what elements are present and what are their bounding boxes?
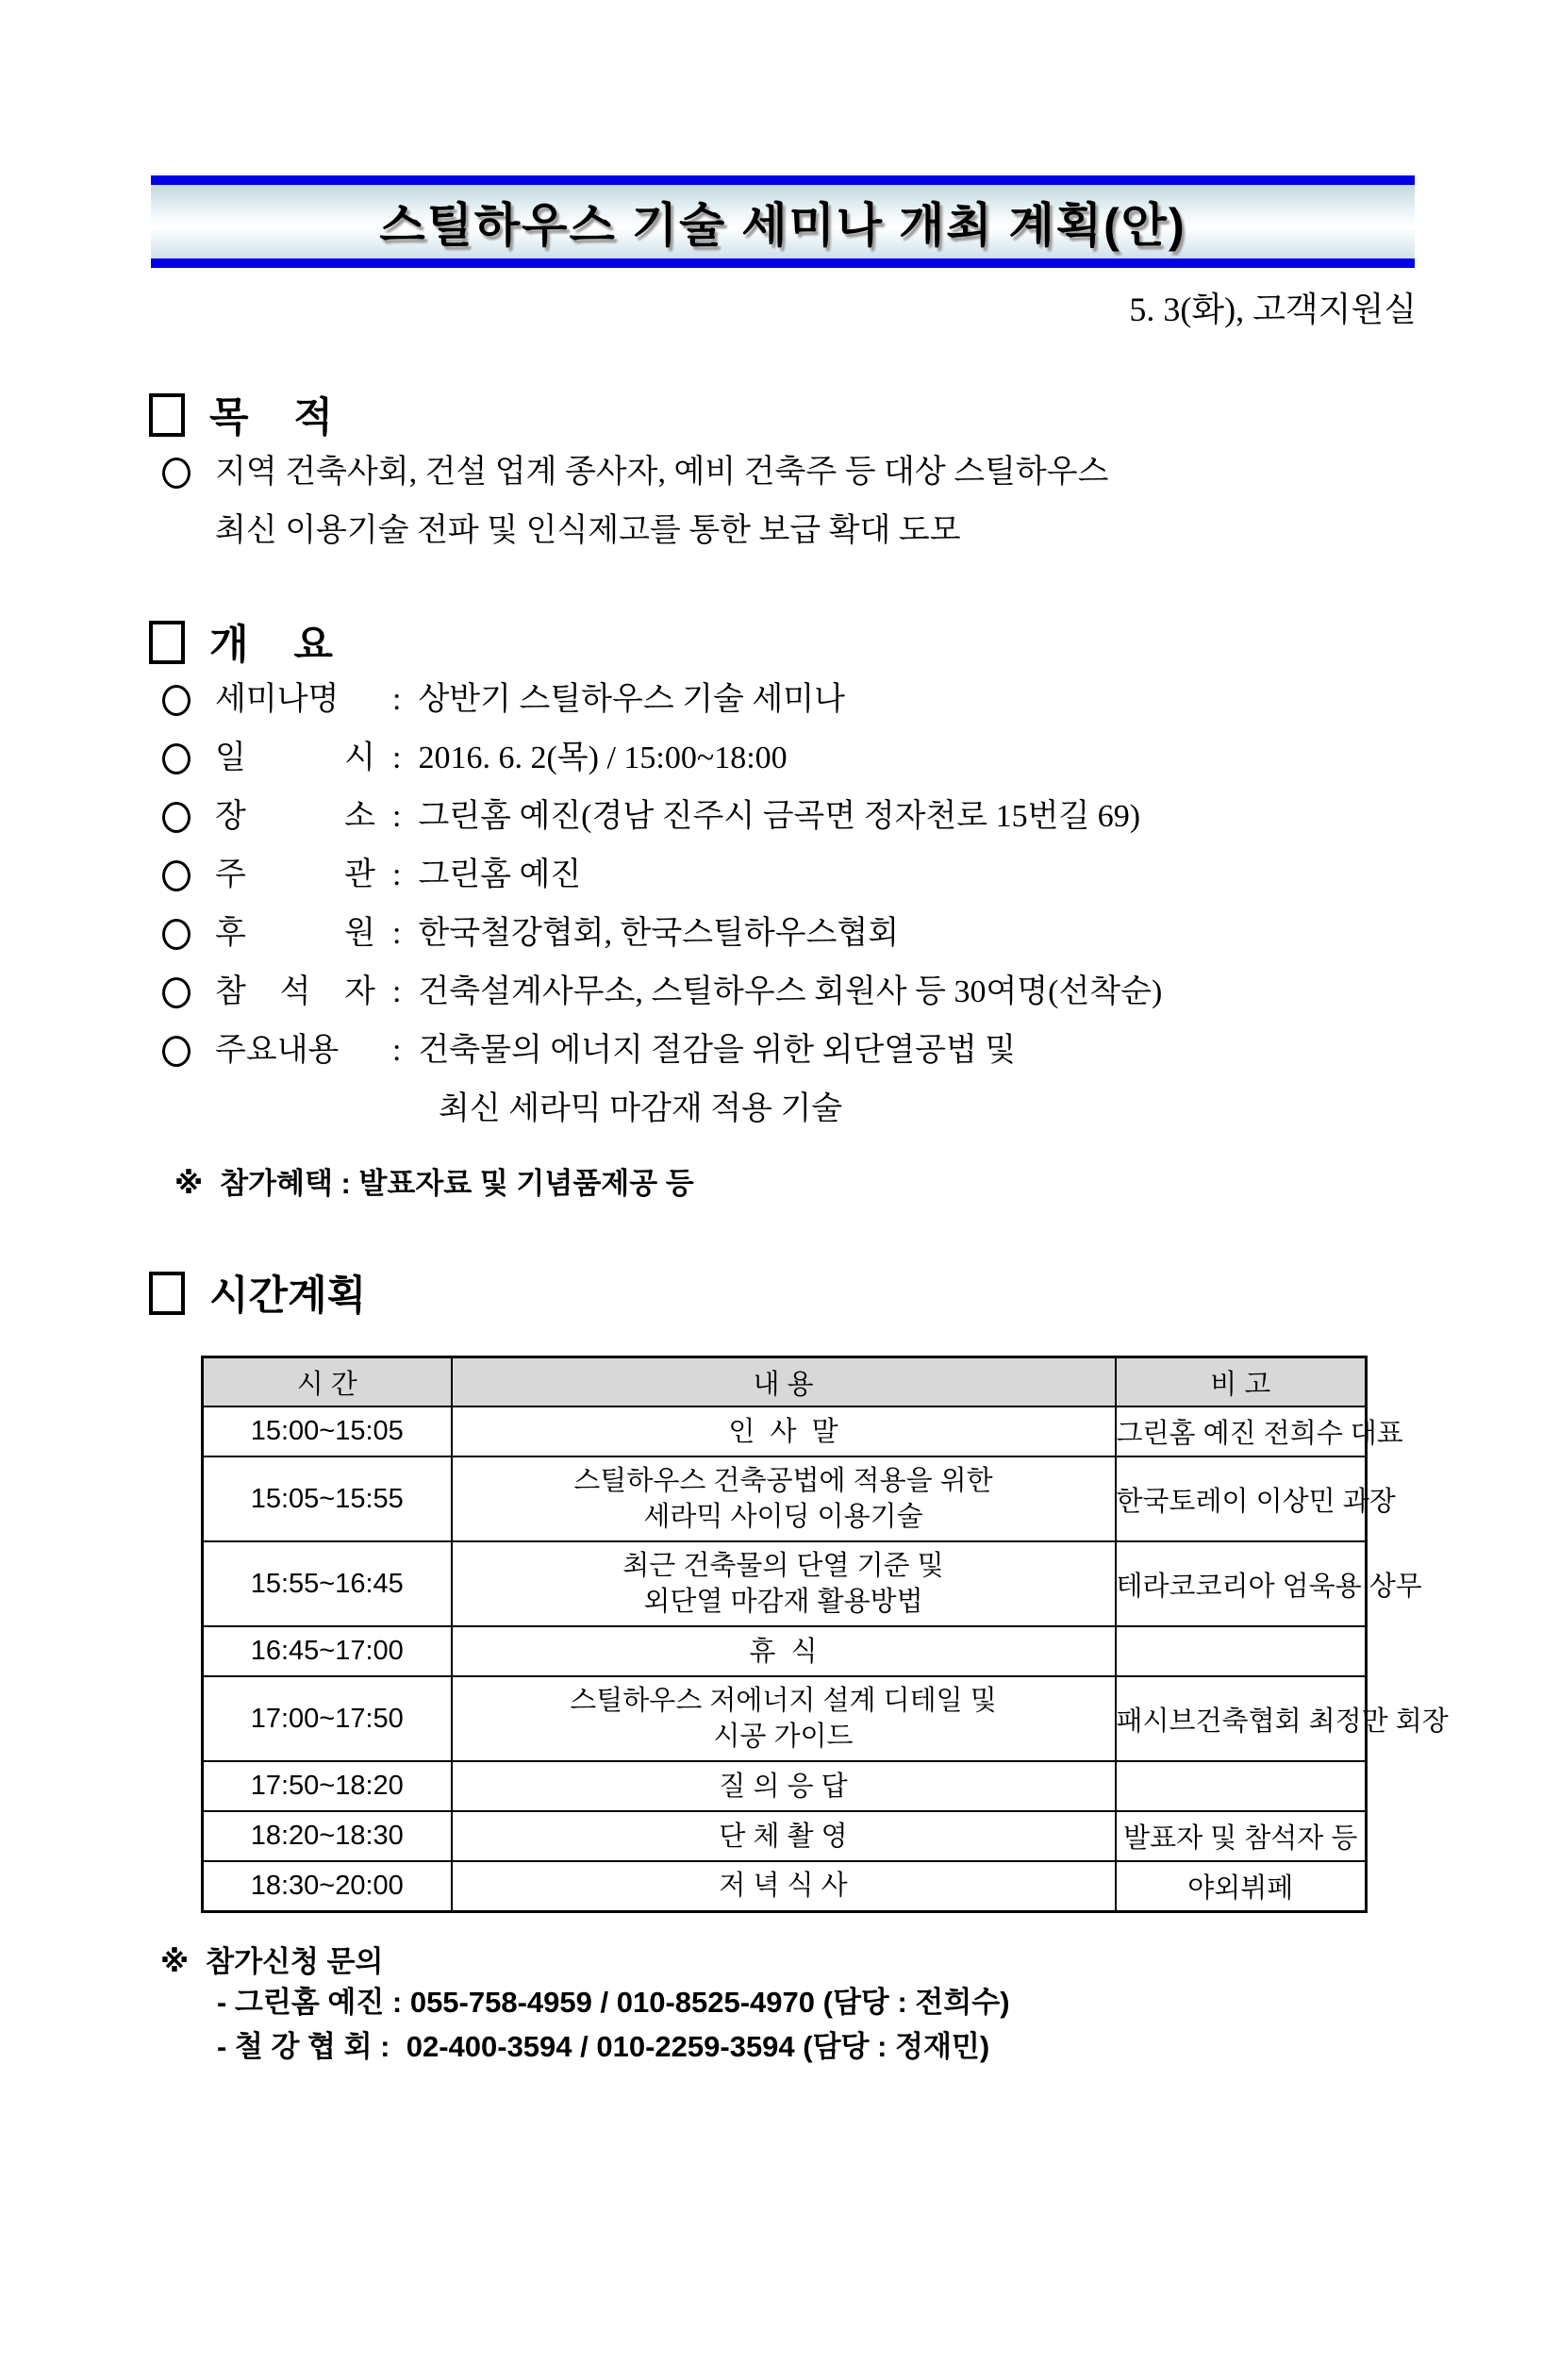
overview-item-label: 주 관 [215,857,375,892]
time-cell: 17:00~17:50 [203,1676,452,1761]
overview-item-sponsor [162,905,1559,963]
overview-item-value: 상반기 스틸하우스 기술 세미나 [418,682,845,717]
contact-section [160,1938,1559,2069]
label-colon: : [392,799,402,834]
circle-bullet-icon [162,860,191,891]
label-colon: : [392,916,402,951]
time-cell: 15:05~15:55 [203,1456,452,1541]
content-cell [452,1406,1116,1456]
table-header-row [203,1357,1367,1407]
overview-item-value: 건축설계사무소, 스틸하우스 회원사 등 30여명(선착순) [418,974,1163,1009]
time-cell: 15:00~15:05 [203,1406,452,1456]
overview-item-seminar-name [162,671,1559,729]
table-row [203,1456,1367,1541]
overview-item-label: 참 석 자 [215,974,375,1009]
reference-mark-icon: ※ [174,1167,204,1200]
time-cell: 18:20~18:30 [203,1811,452,1861]
circle-bullet-icon [162,743,191,774]
table-row [203,1861,1367,1911]
contact-heading-text: 참가신청 문의 [206,1944,384,1978]
column-header-content: 내 용 [452,1357,1116,1407]
table-row [203,1676,1367,1761]
circle-bullet-icon [162,1036,191,1067]
content-line: 세라믹 사이딩 이용기술 [643,1502,923,1532]
overview-item-organizer [162,846,1559,905]
time-cell: 16:45~17:00 [203,1626,452,1676]
circle-bullet-icon [162,802,191,833]
content-cell [452,1811,1116,1861]
content-cell [452,1761,1116,1811]
circle-bullet-icon [162,458,191,489]
overview-item-label: 세미나명 [215,682,340,717]
contact-heading [160,1938,1559,1980]
content-cell [452,1861,1116,1911]
overview-item-label: 장 소 [215,799,375,834]
purpose-bullet-row [162,443,1559,502]
table-row [203,1626,1367,1676]
note-cell: 야외뷔페 [1116,1861,1367,1911]
benefit-note [174,1159,1559,1202]
note-cell: 테라코코리아 엄욱용 상무 [1116,1541,1367,1626]
content-line: 스틸하우스 저에너지 설계 디테일 및 [570,1686,997,1716]
table-row [203,1761,1367,1811]
square-bullet-icon [149,393,185,437]
overview-item-attendees [162,963,1559,1022]
note-cell [1116,1761,1367,1811]
time-cell: 15:55~16:45 [203,1541,452,1626]
purpose-text-line2: 최신 이용기술 전파 및 인식제고를 통한 보급 확대 도모 [215,513,961,548]
content-line: 최근 건축물의 단열 기준 및 [622,1551,944,1581]
content-line: 스틸하우스 건축공법에 적용을 위한 [573,1466,993,1496]
note-cell: 발표자 및 참석자 등 [1116,1811,1367,1861]
label-colon: : [392,974,402,1009]
overview-item-label: 일 시 [215,741,375,775]
content-line: 저 녁 식 사 [719,1871,848,1902]
column-header-note: 비 고 [1116,1357,1367,1407]
time-cell: 17:50~18:20 [203,1761,452,1811]
content-cell [452,1626,1116,1676]
overview-item-main-topic [162,1022,1559,1080]
circle-bullet-icon [162,685,191,716]
label-colon: : [392,1033,402,1068]
overview-item-datetime [162,729,1559,788]
overview-item-label: 주요내용 [215,1033,340,1068]
time-cell: 18:30~20:00 [203,1861,452,1911]
label-colon: : [392,857,402,892]
content-line: 인 사 말 [728,1416,838,1447]
overview-section-heading [149,613,1559,671]
benefit-note-text: 참가혜택 : 발표자료 및 기념품제공 등 [220,1167,694,1200]
date-line: 5. 3(화), 고객지원실 [1129,291,1417,328]
overview-item-value: 한국철강협회, 한국스틸하우스협회 [418,916,900,951]
table-row [203,1406,1367,1456]
square-bullet-icon [149,621,185,664]
content-cell [452,1456,1116,1541]
schedule-table [201,1356,1449,1913]
overview-item-value: 건축물의 에너지 절감을 위한 외단열공법 및 [418,1033,1017,1068]
table-row [203,1811,1367,1861]
content-cell [452,1541,1116,1626]
square-bullet-icon [149,1272,185,1315]
content-line: 휴 식 [749,1636,818,1667]
purpose-text-line1: 지역 건축사회, 건설 업계 종사자, 예비 건축주 등 대상 스틸하우스 [215,455,1109,490]
reference-mark-icon: ※ [160,1944,190,1978]
overview-item-label: 후 원 [215,916,375,951]
banner-bottom-bar [151,258,1415,268]
label-colon: : [392,741,402,775]
content-cell [452,1676,1116,1761]
document-title: 스틸하우스 기술 세미나 개최 계획(안) [379,199,1186,252]
note-cell: 패시브건축협회 최정만 회장 [1116,1676,1367,1761]
circle-bullet-icon [162,977,191,1008]
content-line: 단 체 촬 영 [719,1821,848,1852]
overview-main-topic-line2: 최신 세라믹 마감재 적용 기술 [439,1091,843,1126]
schedule-heading-label: 시간계획 [209,1273,367,1319]
overview-item-value: 그린홈 예진 [418,857,582,892]
table-row [203,1541,1367,1626]
content-line: 시공 가이드 [713,1722,854,1752]
contact-line-steel-association: - 철 강 협 회 : 02-400-3594 / 010-2259-3594 (담당 : 정재민) [217,2029,990,2063]
overview-item-value: 그린홈 예진(경남 진주시 금곡면 정자천로 15번길 69) [418,799,1141,834]
content-line: 외단열 마감재 활용방법 [643,1587,923,1617]
content-line: 질 의 응 답 [719,1771,848,1802]
note-cell: 한국토레이 이상민 과장 [1116,1456,1367,1541]
banner-top-bar [151,175,1415,185]
purpose-section-heading [149,386,1559,443]
overview-item-venue [162,788,1559,846]
note-cell [1116,1626,1367,1676]
overview-item-value: 2016. 6. 2(목) / 15:00~18:00 [418,741,788,775]
column-header-time: 시 간 [203,1357,452,1407]
label-colon: : [392,682,402,717]
contact-line-greenhome: - 그린홈 예진 : 055-758-4959 / 010-8525-4970 (담당 : 전희수) [217,1985,1010,2019]
title-banner [151,175,1415,268]
purpose-heading-label: 목 적 [209,395,333,441]
overview-heading-label: 개 요 [209,623,333,668]
banner-body [151,185,1415,258]
circle-bullet-icon [162,919,191,950]
note-cell: 그린홈 예진 전희수 대표 [1116,1406,1367,1456]
schedule-section-heading [149,1264,1559,1322]
